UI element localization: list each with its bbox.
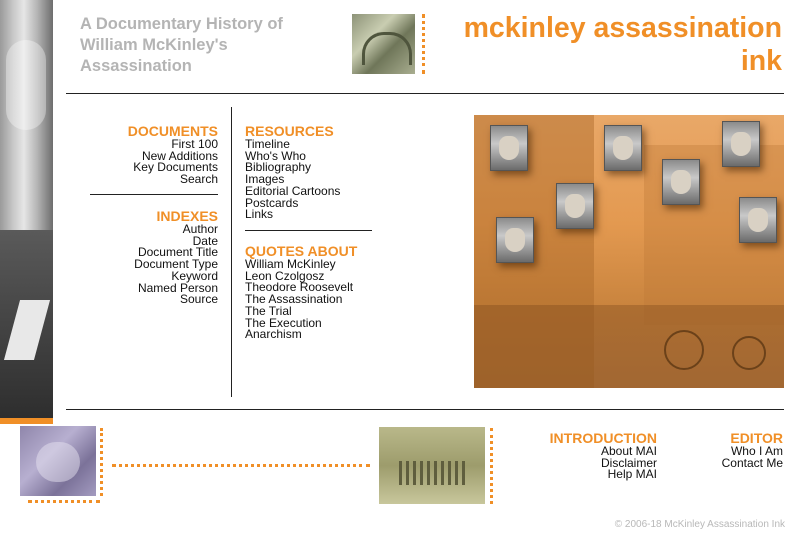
indexes-link-named-person[interactable]: Named Person: [137, 280, 218, 295]
footer-soldiers-photo: [379, 427, 485, 504]
quotes-about-section: [245, 243, 395, 341]
documents-divider: [90, 194, 218, 195]
quotes-link-william-mckinley[interactable]: William McKinley: [245, 257, 336, 271]
site-brand-title[interactable]: mckinley assassination ink: [463, 12, 782, 77]
resources-link-timeline[interactable]: Timeline: [245, 137, 290, 151]
portrait-accent-bar: [0, 418, 53, 424]
quotes-about-heading: QUOTES ABOUT: [245, 243, 358, 259]
documents-link-first-100[interactable]: First 100: [171, 137, 218, 151]
introduction-section: [530, 430, 657, 481]
editor-section: [700, 430, 783, 469]
documents-link-search[interactable]: Search: [179, 172, 218, 187]
intro-link-about-mai[interactable]: About MAI: [600, 444, 657, 458]
editor-list: [700, 446, 783, 469]
column-divider: [231, 107, 232, 397]
intro-link-help-mai[interactable]: Help MAI: [607, 467, 657, 482]
quotes-link-the-assassination[interactable]: The Assassination: [245, 292, 343, 307]
documents-section: [86, 123, 218, 186]
resources-link-bibliography[interactable]: Bibliography: [245, 160, 312, 175]
documents-list: [86, 139, 218, 186]
resources-link-whos-who[interactable]: Who's Who: [245, 148, 306, 163]
quotes-link-the-trial[interactable]: The Trial: [245, 303, 292, 318]
footer-dotted-line: [112, 464, 370, 467]
mckinley-portrait-image: [0, 0, 53, 418]
editor-heading: EDITOR: [730, 430, 783, 446]
documents-link-new-additions[interactable]: New Additions: [141, 148, 218, 163]
resources-section: [245, 123, 385, 221]
indexes-link-source[interactable]: Source: [179, 292, 218, 307]
resources-divider: [245, 230, 372, 231]
documents-link-key-documents[interactable]: Key Documents: [133, 160, 218, 175]
quotes-link-the-execution[interactable]: The Execution: [245, 315, 322, 330]
header-photo: [352, 14, 415, 74]
introduction-list: [530, 446, 657, 481]
indexes-link-keyword[interactable]: Keyword: [171, 268, 218, 283]
editor-link-who-i-am[interactable]: Who I Am: [730, 444, 783, 458]
footer-portrait-image: [20, 426, 96, 496]
resources-list: [245, 139, 385, 221]
editor-link-contact-me[interactable]: Contact Me: [721, 455, 783, 470]
footer-rule: [66, 409, 784, 410]
quotes-link-theodore-roosevelt[interactable]: Theodore Roosevelt: [245, 280, 354, 295]
intro-link-disclaimer[interactable]: Disclaimer: [600, 455, 657, 470]
resources-link-editorial-cartoons[interactable]: Editorial Cartoons: [245, 183, 341, 198]
indexes-link-document-type[interactable]: Document Type: [134, 257, 218, 272]
indexes-link-document-title[interactable]: Document Title: [137, 245, 218, 260]
header-dotted-divider: [422, 14, 425, 74]
resources-link-links[interactable]: Links: [245, 207, 274, 222]
footer-dotted-divider: [490, 428, 493, 504]
resources-link-postcards[interactable]: Postcards: [245, 195, 299, 210]
header-rule: [66, 93, 784, 94]
indexes-link-author[interactable]: Author: [182, 222, 218, 236]
footer-dotted-divider: [100, 428, 103, 496]
resources-link-images[interactable]: Images: [245, 172, 285, 187]
indexes-section: [86, 208, 218, 306]
site-tagline: A Documentary History of William McKinley's Assassination: [80, 15, 283, 75]
indexes-list: [86, 224, 218, 306]
copyright-notice: © 2006-18 McKinley Assassination Ink: [614, 519, 785, 530]
indexes-link-date[interactable]: Date: [192, 233, 218, 248]
quotes-about-list: [245, 259, 395, 341]
quotes-link-leon-czolgosz[interactable]: Leon Czolgosz: [245, 268, 325, 283]
quotes-link-anarchism[interactable]: Anarchism: [245, 327, 302, 342]
introduction-heading: INTRODUCTION: [549, 430, 657, 446]
footer-dotted-divider: [28, 500, 100, 503]
documents-heading: DOCUMENTS: [127, 123, 218, 139]
indexes-heading: INDEXES: [156, 208, 218, 224]
portrait-collage-image: [474, 115, 784, 388]
resources-heading: RESOURCES: [245, 123, 334, 139]
